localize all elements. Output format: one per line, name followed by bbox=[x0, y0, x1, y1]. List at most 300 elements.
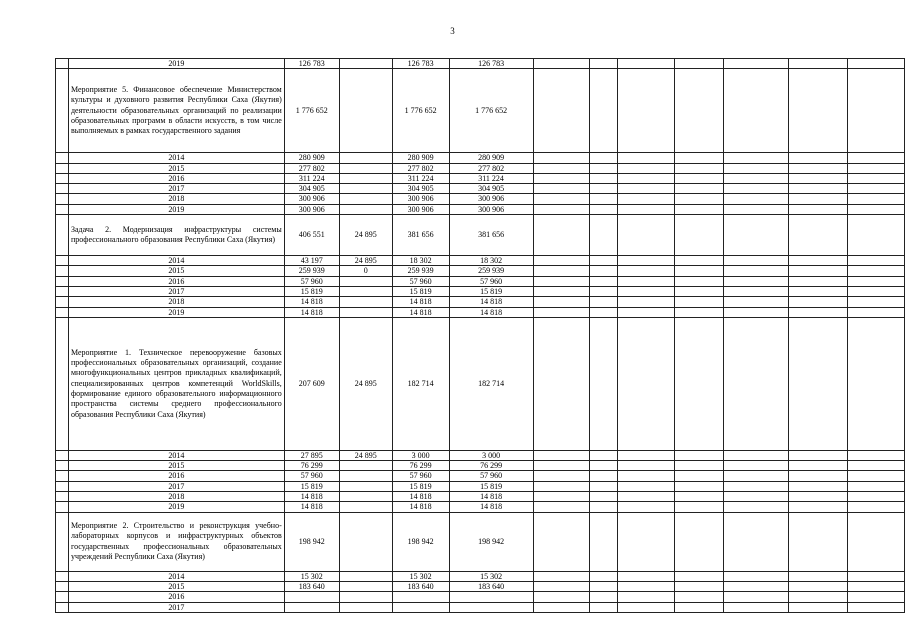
amount-cell: 182 714 bbox=[392, 317, 449, 450]
amount-cell: 381 656 bbox=[392, 215, 449, 256]
empty-cell bbox=[675, 592, 724, 602]
amount-cell: 311 224 bbox=[284, 173, 339, 183]
empty-cell bbox=[675, 502, 724, 512]
table-row-activity bbox=[56, 512, 905, 571]
index-cell bbox=[56, 256, 69, 266]
table-row-activity bbox=[56, 69, 905, 153]
amount-cell: 15 302 bbox=[284, 571, 339, 581]
empty-cell bbox=[618, 204, 675, 214]
index-cell bbox=[56, 512, 69, 571]
activity-name-cell: Мероприятие 1. Техническое перевооружение базовых профессиональных образовательных организаций, создание многофункциональных центров прикладных квалификаций, специализированных центров компетенций WorldSkills, формирование единого образовательного информационного пространства системы среднего профессионального образования Республики Саха (Якутия) bbox=[68, 317, 284, 450]
empty-cell bbox=[724, 266, 789, 276]
empty-cell bbox=[590, 602, 618, 612]
table-row-year bbox=[56, 194, 905, 204]
year-cell: 2018 bbox=[68, 194, 284, 204]
empty-cell bbox=[618, 184, 675, 194]
year-cell: 2015 bbox=[68, 266, 284, 276]
empty-cell bbox=[590, 450, 618, 460]
empty-cell bbox=[848, 481, 905, 491]
amount-cell: 24 895 bbox=[339, 450, 392, 460]
amount-cell bbox=[339, 602, 392, 612]
empty-cell bbox=[724, 173, 789, 183]
empty-cell bbox=[789, 602, 848, 612]
amount-cell: 3 000 bbox=[392, 450, 449, 460]
year-cell: 2019 bbox=[68, 307, 284, 317]
index-cell bbox=[56, 571, 69, 581]
empty-cell bbox=[724, 492, 789, 502]
empty-cell bbox=[848, 502, 905, 512]
empty-cell bbox=[533, 471, 590, 481]
empty-cell bbox=[590, 256, 618, 266]
empty-cell bbox=[618, 153, 675, 163]
empty-cell bbox=[848, 471, 905, 481]
empty-cell bbox=[590, 502, 618, 512]
amount-cell: 280 909 bbox=[284, 153, 339, 163]
amount-cell bbox=[339, 512, 392, 571]
index-cell bbox=[56, 59, 69, 69]
amount-cell: 300 906 bbox=[449, 204, 533, 214]
empty-cell bbox=[675, 492, 724, 502]
empty-cell bbox=[789, 204, 848, 214]
amount-cell: 1 776 652 bbox=[392, 69, 449, 153]
empty-cell bbox=[590, 163, 618, 173]
amount-cell bbox=[339, 461, 392, 471]
empty-cell bbox=[848, 266, 905, 276]
amount-cell: 15 302 bbox=[449, 571, 533, 581]
index-cell bbox=[56, 204, 69, 214]
amount-cell: 14 818 bbox=[449, 307, 533, 317]
amount-cell: 304 905 bbox=[392, 184, 449, 194]
index-cell bbox=[56, 173, 69, 183]
amount-cell: 57 960 bbox=[392, 471, 449, 481]
year-cell: 2016 bbox=[68, 276, 284, 286]
amount-cell: 198 942 bbox=[392, 512, 449, 571]
amount-cell bbox=[339, 194, 392, 204]
empty-cell bbox=[590, 276, 618, 286]
amount-cell: 24 895 bbox=[339, 256, 392, 266]
index-cell bbox=[56, 153, 69, 163]
amount-cell bbox=[339, 286, 392, 296]
empty-cell bbox=[789, 502, 848, 512]
amount-cell: 76 299 bbox=[284, 461, 339, 471]
empty-cell bbox=[848, 592, 905, 602]
empty-cell bbox=[533, 297, 590, 307]
empty-cell bbox=[590, 194, 618, 204]
empty-cell bbox=[789, 184, 848, 194]
year-cell: 2017 bbox=[68, 481, 284, 491]
amount-cell: 14 818 bbox=[449, 502, 533, 512]
table-row-year bbox=[56, 602, 905, 612]
amount-cell: 280 909 bbox=[449, 153, 533, 163]
empty-cell bbox=[675, 215, 724, 256]
empty-cell bbox=[618, 59, 675, 69]
amount-cell bbox=[284, 592, 339, 602]
empty-cell bbox=[618, 581, 675, 591]
index-cell bbox=[56, 307, 69, 317]
amount-cell: 3 000 bbox=[449, 450, 533, 460]
empty-cell bbox=[724, 461, 789, 471]
empty-cell bbox=[848, 450, 905, 460]
amount-cell: 126 783 bbox=[449, 59, 533, 69]
empty-cell bbox=[724, 204, 789, 214]
empty-cell bbox=[533, 153, 590, 163]
amount-cell: 304 905 bbox=[284, 184, 339, 194]
empty-cell bbox=[724, 471, 789, 481]
amount-cell: 126 783 bbox=[284, 59, 339, 69]
empty-cell bbox=[675, 163, 724, 173]
amount-cell: 198 942 bbox=[449, 512, 533, 571]
empty-cell bbox=[533, 502, 590, 512]
amount-cell bbox=[339, 69, 392, 153]
empty-cell bbox=[533, 194, 590, 204]
empty-cell bbox=[533, 512, 590, 571]
empty-cell bbox=[533, 266, 590, 276]
empty-cell bbox=[618, 461, 675, 471]
amount-cell: 24 895 bbox=[339, 317, 392, 450]
empty-cell bbox=[789, 194, 848, 204]
empty-cell bbox=[590, 266, 618, 276]
empty-cell bbox=[533, 461, 590, 471]
amount-cell: 43 197 bbox=[284, 256, 339, 266]
table-row-year bbox=[56, 59, 905, 69]
empty-cell bbox=[724, 286, 789, 296]
empty-cell bbox=[675, 461, 724, 471]
empty-cell bbox=[724, 69, 789, 153]
amount-cell: 57 960 bbox=[449, 471, 533, 481]
empty-cell bbox=[533, 276, 590, 286]
amount-cell: 57 960 bbox=[284, 276, 339, 286]
amount-cell: 259 939 bbox=[284, 266, 339, 276]
empty-cell bbox=[675, 317, 724, 450]
empty-cell bbox=[533, 581, 590, 591]
activity-name-cell: Мероприятие 5. Финансовое обеспечение Министерством культуры и духовного развития Республики Саха (Якутия) деятельности образовательных организаций по реализации образовательных программ в области искусств, в том числе выполняемых в рамках государственного задания bbox=[68, 69, 284, 153]
empty-cell bbox=[789, 592, 848, 602]
year-cell: 2015 bbox=[68, 163, 284, 173]
year-cell: 2018 bbox=[68, 492, 284, 502]
empty-cell bbox=[533, 215, 590, 256]
empty-cell bbox=[675, 184, 724, 194]
amount-cell: 15 819 bbox=[392, 481, 449, 491]
empty-cell bbox=[789, 153, 848, 163]
empty-cell bbox=[848, 153, 905, 163]
amount-cell bbox=[339, 502, 392, 512]
empty-cell bbox=[590, 471, 618, 481]
amount-cell bbox=[392, 602, 449, 612]
empty-cell bbox=[533, 492, 590, 502]
amount-cell bbox=[284, 602, 339, 612]
year-cell: 2014 bbox=[68, 450, 284, 460]
table-row-year bbox=[56, 184, 905, 194]
empty-cell bbox=[533, 59, 590, 69]
empty-cell bbox=[848, 204, 905, 214]
empty-cell bbox=[675, 256, 724, 266]
empty-cell bbox=[618, 602, 675, 612]
amount-cell: 15 819 bbox=[449, 481, 533, 491]
empty-cell bbox=[724, 215, 789, 256]
empty-cell bbox=[618, 266, 675, 276]
index-cell bbox=[56, 184, 69, 194]
empty-cell bbox=[618, 317, 675, 450]
index-cell bbox=[56, 297, 69, 307]
amount-cell: 183 640 bbox=[392, 581, 449, 591]
empty-cell bbox=[618, 471, 675, 481]
amount-cell: 76 299 bbox=[449, 461, 533, 471]
empty-cell bbox=[533, 592, 590, 602]
table-row-year bbox=[56, 286, 905, 296]
activity-name-cell: Задача 2. Модернизация инфраструктуры системы профессионального образования Республики Саха (Якутия) bbox=[68, 215, 284, 256]
empty-cell bbox=[789, 581, 848, 591]
table-row-year bbox=[56, 163, 905, 173]
empty-cell bbox=[618, 481, 675, 491]
empty-cell bbox=[724, 602, 789, 612]
amount-cell: 14 818 bbox=[284, 307, 339, 317]
amount-cell: 259 939 bbox=[449, 266, 533, 276]
activity-name-cell: Мероприятие 2. Строительство и реконструкция учебно-лабораторных корпусов и инфраструктурных объектов государственных профессиональных образовательных учреждений Республики Саха (Якутия) bbox=[68, 512, 284, 571]
empty-cell bbox=[533, 307, 590, 317]
empty-cell bbox=[789, 512, 848, 571]
empty-cell bbox=[590, 69, 618, 153]
empty-cell bbox=[789, 481, 848, 491]
empty-cell bbox=[675, 512, 724, 571]
amount-cell: 15 819 bbox=[449, 286, 533, 296]
year-cell: 2017 bbox=[68, 286, 284, 296]
amount-cell: 76 299 bbox=[392, 461, 449, 471]
empty-cell bbox=[618, 276, 675, 286]
empty-cell bbox=[848, 307, 905, 317]
empty-cell bbox=[789, 266, 848, 276]
empty-cell bbox=[724, 481, 789, 491]
empty-cell bbox=[618, 215, 675, 256]
empty-cell bbox=[675, 307, 724, 317]
empty-cell bbox=[618, 502, 675, 512]
amount-cell: 300 906 bbox=[449, 194, 533, 204]
empty-cell bbox=[590, 173, 618, 183]
amount-cell: 15 819 bbox=[392, 286, 449, 296]
year-cell: 2019 bbox=[68, 59, 284, 69]
amount-cell: 277 802 bbox=[449, 163, 533, 173]
empty-cell bbox=[590, 461, 618, 471]
empty-cell bbox=[789, 69, 848, 153]
empty-cell bbox=[590, 317, 618, 450]
empty-cell bbox=[724, 256, 789, 266]
empty-cell bbox=[675, 204, 724, 214]
table-row-year bbox=[56, 461, 905, 471]
amount-cell bbox=[392, 592, 449, 602]
empty-cell bbox=[724, 297, 789, 307]
amount-cell: 207 609 bbox=[284, 317, 339, 450]
index-cell bbox=[56, 471, 69, 481]
table-row-year bbox=[56, 276, 905, 286]
amount-cell: 300 906 bbox=[392, 204, 449, 214]
amount-cell: 183 640 bbox=[449, 581, 533, 591]
empty-cell bbox=[533, 256, 590, 266]
year-cell: 2016 bbox=[68, 173, 284, 183]
amount-cell: 57 960 bbox=[392, 276, 449, 286]
empty-cell bbox=[590, 571, 618, 581]
empty-cell bbox=[724, 317, 789, 450]
index-cell bbox=[56, 461, 69, 471]
amount-cell: 183 640 bbox=[284, 581, 339, 591]
amount-cell bbox=[339, 581, 392, 591]
empty-cell bbox=[618, 450, 675, 460]
table-row-year bbox=[56, 481, 905, 491]
empty-cell bbox=[789, 173, 848, 183]
table-row-year bbox=[56, 173, 905, 183]
empty-cell bbox=[675, 173, 724, 183]
empty-cell bbox=[724, 307, 789, 317]
amount-cell bbox=[449, 592, 533, 602]
year-cell: 2017 bbox=[68, 602, 284, 612]
empty-cell bbox=[675, 602, 724, 612]
empty-cell bbox=[590, 481, 618, 491]
empty-cell bbox=[848, 571, 905, 581]
amount-cell bbox=[339, 307, 392, 317]
empty-cell bbox=[724, 581, 789, 591]
page-number: 3 bbox=[450, 26, 455, 36]
empty-cell bbox=[724, 592, 789, 602]
year-cell: 2016 bbox=[68, 471, 284, 481]
empty-cell bbox=[590, 592, 618, 602]
empty-cell bbox=[533, 317, 590, 450]
table-row-year bbox=[56, 471, 905, 481]
empty-cell bbox=[848, 215, 905, 256]
empty-cell bbox=[533, 184, 590, 194]
amount-cell: 1 776 652 bbox=[284, 69, 339, 153]
empty-cell bbox=[675, 471, 724, 481]
amount-cell: 14 818 bbox=[392, 502, 449, 512]
amount-cell: 14 818 bbox=[284, 297, 339, 307]
empty-cell bbox=[848, 317, 905, 450]
table-row-year bbox=[56, 502, 905, 512]
empty-cell bbox=[848, 163, 905, 173]
empty-cell bbox=[590, 581, 618, 591]
amount-cell: 406 551 bbox=[284, 215, 339, 256]
amount-cell: 300 906 bbox=[284, 194, 339, 204]
empty-cell bbox=[618, 492, 675, 502]
amount-cell: 300 906 bbox=[284, 204, 339, 214]
empty-cell bbox=[675, 194, 724, 204]
table-row-year bbox=[56, 307, 905, 317]
amount-cell bbox=[339, 571, 392, 581]
amount-cell bbox=[339, 276, 392, 286]
index-cell bbox=[56, 194, 69, 204]
year-cell: 2019 bbox=[68, 204, 284, 214]
year-cell: 2018 bbox=[68, 297, 284, 307]
amount-cell bbox=[339, 297, 392, 307]
index-cell bbox=[56, 502, 69, 512]
empty-cell bbox=[618, 194, 675, 204]
year-cell: 2017 bbox=[68, 184, 284, 194]
empty-cell bbox=[675, 153, 724, 163]
amount-cell bbox=[339, 153, 392, 163]
empty-cell bbox=[789, 317, 848, 450]
amount-cell: 1 776 652 bbox=[449, 69, 533, 153]
amount-cell: 277 802 bbox=[392, 163, 449, 173]
empty-cell bbox=[618, 592, 675, 602]
empty-cell bbox=[724, 571, 789, 581]
empty-cell bbox=[618, 173, 675, 183]
empty-cell bbox=[789, 215, 848, 256]
amount-cell: 14 818 bbox=[449, 297, 533, 307]
index-cell bbox=[56, 266, 69, 276]
year-cell: 2015 bbox=[68, 461, 284, 471]
empty-cell bbox=[675, 450, 724, 460]
empty-cell bbox=[675, 286, 724, 296]
empty-cell bbox=[724, 512, 789, 571]
empty-cell bbox=[724, 450, 789, 460]
empty-cell bbox=[590, 307, 618, 317]
empty-cell bbox=[590, 492, 618, 502]
amount-cell: 126 783 bbox=[392, 59, 449, 69]
year-cell: 2014 bbox=[68, 256, 284, 266]
index-cell bbox=[56, 450, 69, 460]
amount-cell: 24 895 bbox=[339, 215, 392, 256]
empty-cell bbox=[724, 276, 789, 286]
empty-cell bbox=[618, 286, 675, 296]
amount-cell: 311 224 bbox=[392, 173, 449, 183]
amount-cell: 14 818 bbox=[392, 297, 449, 307]
year-cell: 2014 bbox=[68, 571, 284, 581]
amount-cell bbox=[449, 602, 533, 612]
empty-cell bbox=[724, 59, 789, 69]
index-cell bbox=[56, 69, 69, 153]
empty-cell bbox=[675, 276, 724, 286]
year-cell: 2019 bbox=[68, 502, 284, 512]
year-cell: 2015 bbox=[68, 581, 284, 591]
empty-cell bbox=[724, 502, 789, 512]
table-row-activity bbox=[56, 215, 905, 256]
table-row-year bbox=[56, 266, 905, 276]
empty-cell bbox=[724, 184, 789, 194]
empty-cell bbox=[848, 297, 905, 307]
empty-cell bbox=[618, 297, 675, 307]
amount-cell bbox=[339, 184, 392, 194]
empty-cell bbox=[618, 512, 675, 571]
amount-cell bbox=[339, 481, 392, 491]
table-row-year bbox=[56, 492, 905, 502]
table-row-activity bbox=[56, 317, 905, 450]
empty-cell bbox=[590, 153, 618, 163]
empty-cell bbox=[789, 307, 848, 317]
empty-cell bbox=[848, 512, 905, 571]
empty-cell bbox=[848, 276, 905, 286]
empty-cell bbox=[848, 581, 905, 591]
empty-cell bbox=[848, 184, 905, 194]
empty-cell bbox=[675, 297, 724, 307]
empty-cell bbox=[590, 59, 618, 69]
amount-cell: 182 714 bbox=[449, 317, 533, 450]
amount-cell bbox=[339, 173, 392, 183]
empty-cell bbox=[724, 163, 789, 173]
empty-cell bbox=[848, 194, 905, 204]
empty-cell bbox=[675, 581, 724, 591]
empty-cell bbox=[618, 571, 675, 581]
empty-cell bbox=[724, 153, 789, 163]
empty-cell bbox=[724, 194, 789, 204]
table-row-year bbox=[56, 153, 905, 163]
index-cell bbox=[56, 317, 69, 450]
empty-cell bbox=[789, 471, 848, 481]
index-cell bbox=[56, 481, 69, 491]
index-cell bbox=[56, 602, 69, 612]
empty-cell bbox=[533, 602, 590, 612]
table-row-year bbox=[56, 297, 905, 307]
empty-cell bbox=[789, 450, 848, 460]
amount-cell: 57 960 bbox=[449, 276, 533, 286]
empty-cell bbox=[675, 59, 724, 69]
empty-cell bbox=[848, 492, 905, 502]
amount-cell: 14 818 bbox=[392, 307, 449, 317]
